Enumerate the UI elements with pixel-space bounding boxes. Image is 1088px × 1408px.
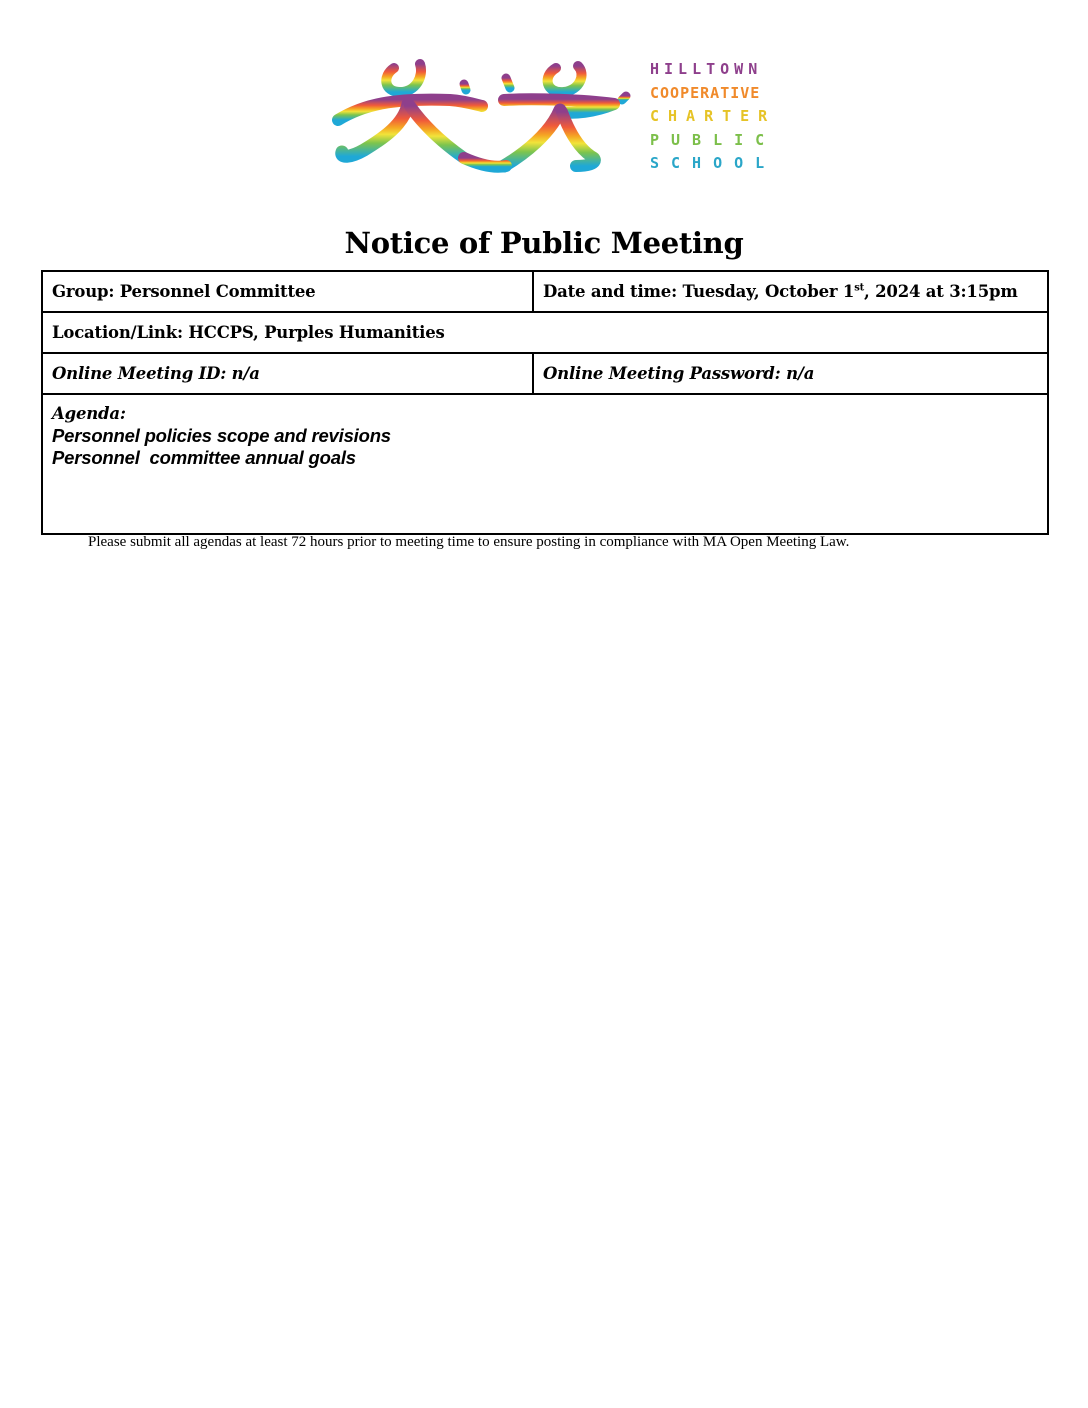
- datetime-prefix: Date and time: Tuesday, October 1: [543, 282, 855, 301]
- group-cell: Group: Personnel Committee: [42, 271, 533, 312]
- meeting-password-cell: Online Meeting Password: n/a: [533, 353, 1048, 394]
- two-figures-logo-mark: [324, 54, 634, 178]
- logo-line-4: PUBLIC: [650, 130, 777, 149]
- school-name-wordmark: [650, 58, 776, 176]
- datetime-cell: [533, 271, 1048, 312]
- agenda-item: Personnel policies scope and revisions: [52, 425, 391, 446]
- datetime-suffix: , 2024 at 3:15pm: [864, 282, 1018, 301]
- datetime-ordinal: st: [854, 282, 865, 294]
- logo-line-3: CHARTER: [650, 107, 777, 125]
- page-title: Notice of Public Meeting: [344, 226, 744, 260]
- meeting-id-cell: Online Meeting ID: n/a: [42, 353, 533, 394]
- logo-line-5: SCHOOL: [650, 154, 777, 172]
- logo-line-1: HILLTOWN: [650, 60, 763, 78]
- agenda-label: Agenda:: [52, 404, 126, 423]
- meeting-details-table: [41, 270, 1049, 535]
- agenda-cell: [42, 394, 1048, 534]
- location-cell: Location/Link: HCCPS, Purples Humanities: [42, 312, 1048, 353]
- submission-footnote: Please submit all agendas at least 72 hours prior to meeting time to ensure posting in compliance with MA Open Meeting Law.: [88, 534, 850, 550]
- school-logo: [324, 54, 784, 178]
- logo-line-2: COOPERATIVE: [650, 83, 761, 102]
- agenda-item: Personnel committee annual goals: [52, 447, 356, 468]
